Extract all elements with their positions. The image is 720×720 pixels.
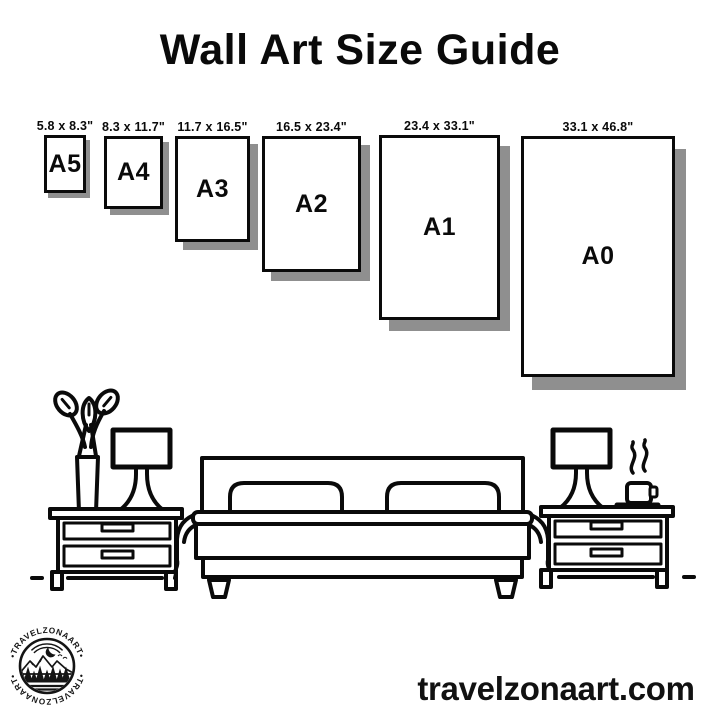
- size-code-label: A0: [581, 242, 615, 270]
- page-title: Wall Art Size Guide: [159, 26, 561, 74]
- pillow-icon: [230, 483, 342, 514]
- size-dimensions-label: 23.4 x 33.1": [404, 119, 475, 133]
- badge-text-top: •TRAVELZONAART•: [7, 624, 87, 659]
- brand-badge-logo: [5, 622, 91, 710]
- steam-icon: [631, 442, 634, 473]
- nightstand-left-icon: [32, 509, 182, 589]
- size-dimensions-label: 33.1 x 46.8": [562, 120, 634, 134]
- size-dimensions-label: 16.5 x 23.4": [276, 120, 347, 134]
- badge-text-bottom: •TRAVELZONAART•: [7, 673, 87, 708]
- table-lamp-right-icon: [553, 430, 610, 508]
- pillow-icon: [387, 483, 499, 514]
- steam-icon: [643, 440, 646, 471]
- website-url: travelzonaart.com: [417, 670, 695, 707]
- size-code-label: A4: [117, 158, 150, 186]
- coffee-cup-icon: [617, 440, 658, 505]
- nightstand-right-icon: [541, 507, 694, 587]
- double-bed-icon: [175, 458, 550, 597]
- size-code-label: A5: [48, 149, 82, 178]
- size-code-label: A2: [295, 189, 328, 218]
- size-code-label: A1: [423, 213, 456, 241]
- size-dimensions-label: 5.8 x 8.3": [36, 119, 94, 133]
- table-lamp-left-icon: [113, 430, 170, 510]
- size-dimensions-label: 8.3 x 11.7": [101, 120, 166, 134]
- size-dimensions-label: 11.7 x 16.5": [177, 120, 248, 134]
- size-code-label: A3: [196, 174, 229, 203]
